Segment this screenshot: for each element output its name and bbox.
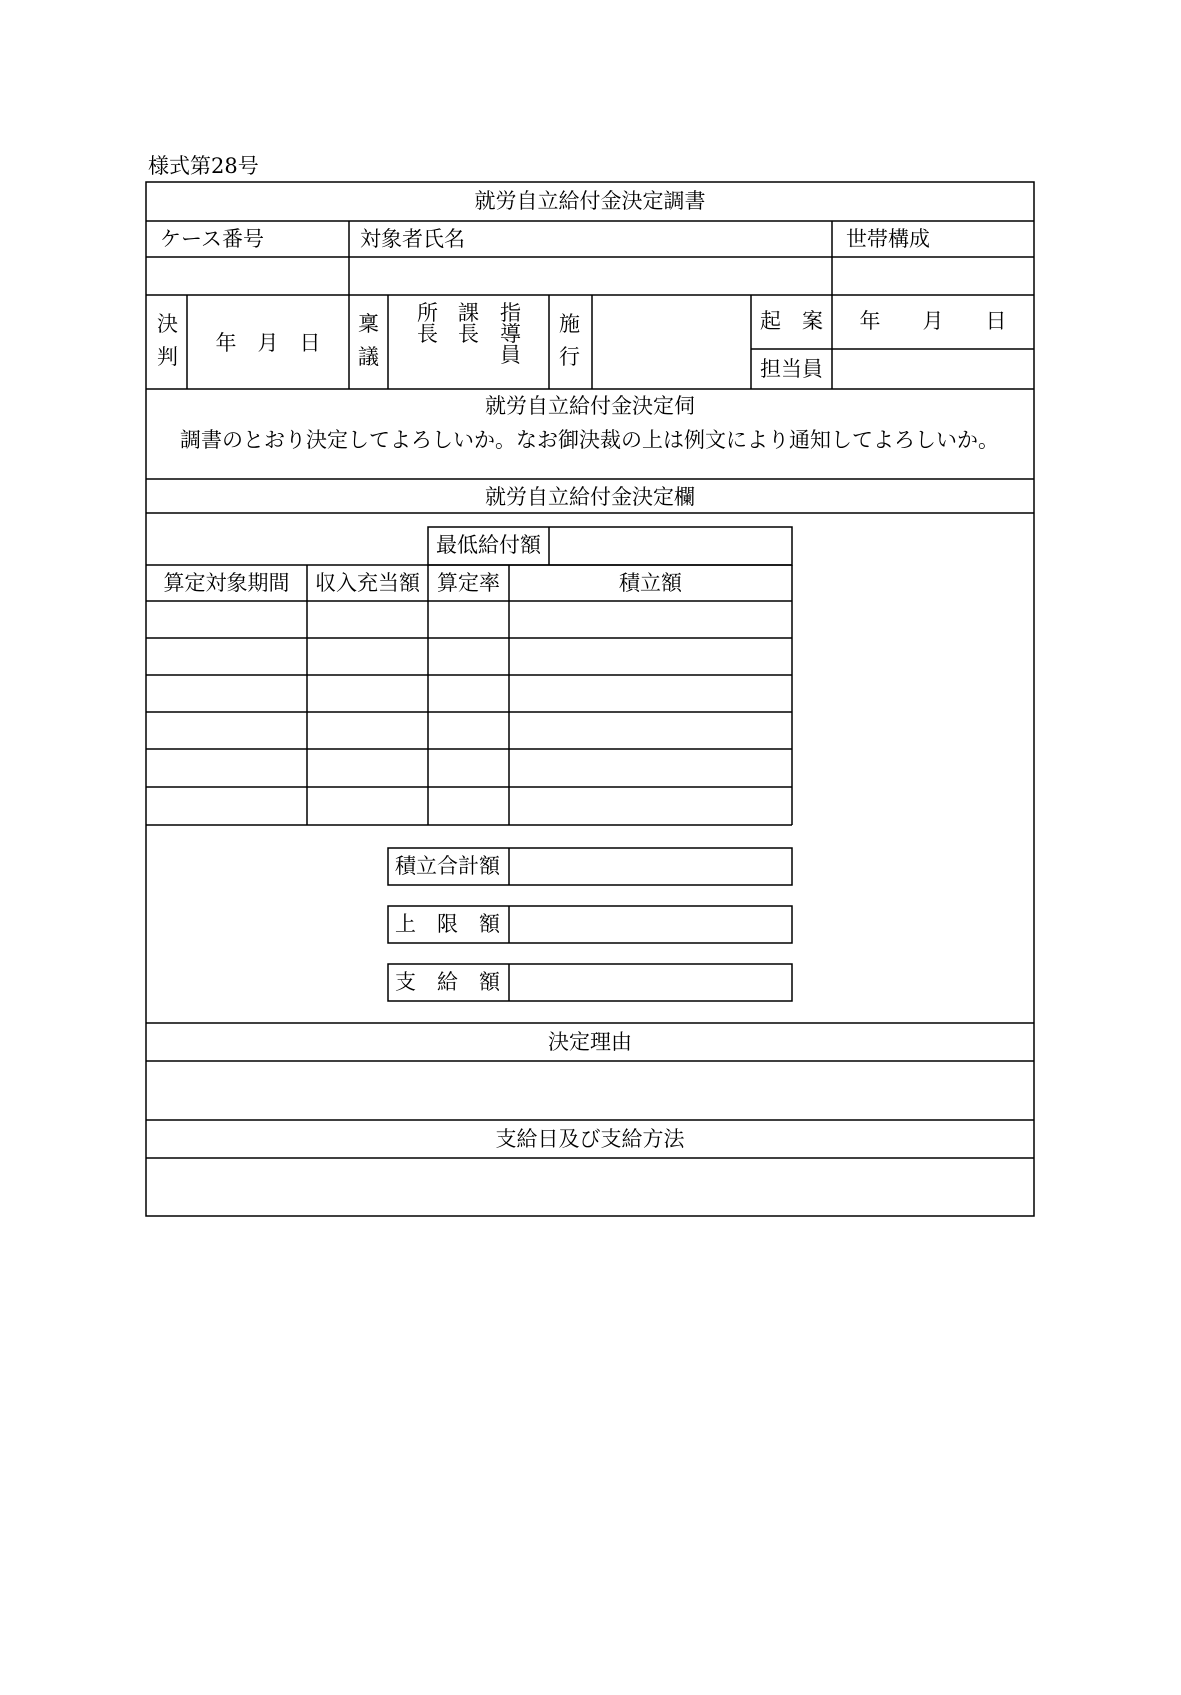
rate-cell[interactable] [429, 750, 508, 786]
income-cell[interactable] [308, 602, 427, 637]
form-number: 様式第28号 [148, 154, 259, 178]
payment-amount-label: 支 給 額 [395, 970, 500, 994]
execution-label-1: 施 [559, 312, 580, 336]
period-cell[interactable] [147, 639, 306, 674]
rate-cell[interactable] [429, 713, 508, 748]
execution-field[interactable] [593, 296, 750, 388]
staff-field[interactable] [833, 350, 1033, 388]
case-number-label: ケース番号 [160, 227, 264, 251]
form-title: 就労自立給付金決定調書 [474, 189, 706, 213]
income-cell[interactable] [308, 750, 427, 786]
inquiry-heading: 就労自立給付金決定伺 [485, 394, 695, 418]
section-chief-stamp-cell[interactable] [458, 303, 480, 345]
subject-name-label: 対象者氏名 [360, 227, 465, 251]
income-cell[interactable] [308, 676, 427, 711]
household-label: 世帯構成 [846, 227, 930, 251]
upper-limit-label: 上 限 額 [395, 912, 500, 936]
reason-heading: 決定理由 [548, 1030, 632, 1054]
accumulated-cell[interactable] [510, 639, 791, 674]
rate-cell[interactable] [429, 639, 508, 674]
case-number-field[interactable] [147, 258, 348, 294]
rate-cell[interactable] [429, 676, 508, 711]
period-cell[interactable] [147, 676, 306, 711]
income-cell[interactable] [308, 713, 427, 748]
income-cell[interactable] [308, 639, 427, 674]
draft-date[interactable]: 年 月 日 [859, 309, 1007, 333]
decision-label-1: 決 [157, 312, 178, 336]
inquiry-body: 調書のとおり決定してよろしいか。なお御決裁の上は例文により通知してよろしいか。 [180, 428, 999, 452]
supervisor-stamp-cell[interactable] [500, 303, 522, 366]
payment-method-heading: 支給日及び支給方法 [495, 1127, 685, 1151]
col-header-accumulated: 積立額 [619, 571, 682, 595]
accumulated-cell[interactable] [510, 750, 791, 786]
accumulated-cell[interactable] [510, 713, 791, 748]
rate-cell[interactable] [429, 602, 508, 637]
income-cell[interactable] [308, 788, 427, 824]
min-benefit-label: 最低給付額 [436, 533, 541, 557]
subject-name-field[interactable] [350, 258, 831, 294]
director-stamp-cell[interactable] [417, 303, 439, 345]
section-chief-label: 課長 [458, 301, 479, 346]
payment-method-field[interactable] [147, 1159, 1033, 1215]
draft-label: 起 案 [760, 309, 823, 333]
reason-field[interactable] [147, 1062, 1033, 1119]
period-cell[interactable] [147, 602, 306, 637]
col-header-rate: 算定率 [437, 571, 500, 595]
payment-amount-field[interactable] [510, 965, 791, 1000]
period-cell[interactable] [147, 713, 306, 748]
total-label: 積立合計額 [395, 854, 500, 878]
min-benefit-field[interactable] [550, 528, 791, 564]
total-field[interactable] [510, 849, 791, 884]
decision-section-heading: 就労自立給付金決定欄 [485, 485, 695, 509]
upper-limit-field[interactable] [510, 907, 791, 942]
ringi-label-2: 議 [358, 345, 379, 369]
supervisor-label: 指導員 [500, 301, 521, 367]
accumulated-cell[interactable] [510, 676, 791, 711]
ringi-label-1: 稟 [358, 312, 379, 336]
household-field[interactable] [833, 258, 1033, 294]
rate-cell[interactable] [429, 788, 508, 824]
staff-label: 担当員 [760, 357, 823, 381]
period-cell[interactable] [147, 750, 306, 786]
execution-label-2: 行 [559, 345, 580, 369]
col-header-income: 収入充当額 [315, 571, 420, 595]
period-cell[interactable] [147, 788, 306, 824]
accumulated-cell[interactable] [510, 788, 791, 824]
decision-label-2: 判 [157, 345, 178, 369]
decision-date[interactable]: 年 月 日 [215, 331, 321, 355]
director-label: 所長 [417, 301, 438, 346]
accumulated-cell[interactable] [510, 602, 791, 637]
col-header-period: 算定対象期間 [163, 571, 290, 595]
